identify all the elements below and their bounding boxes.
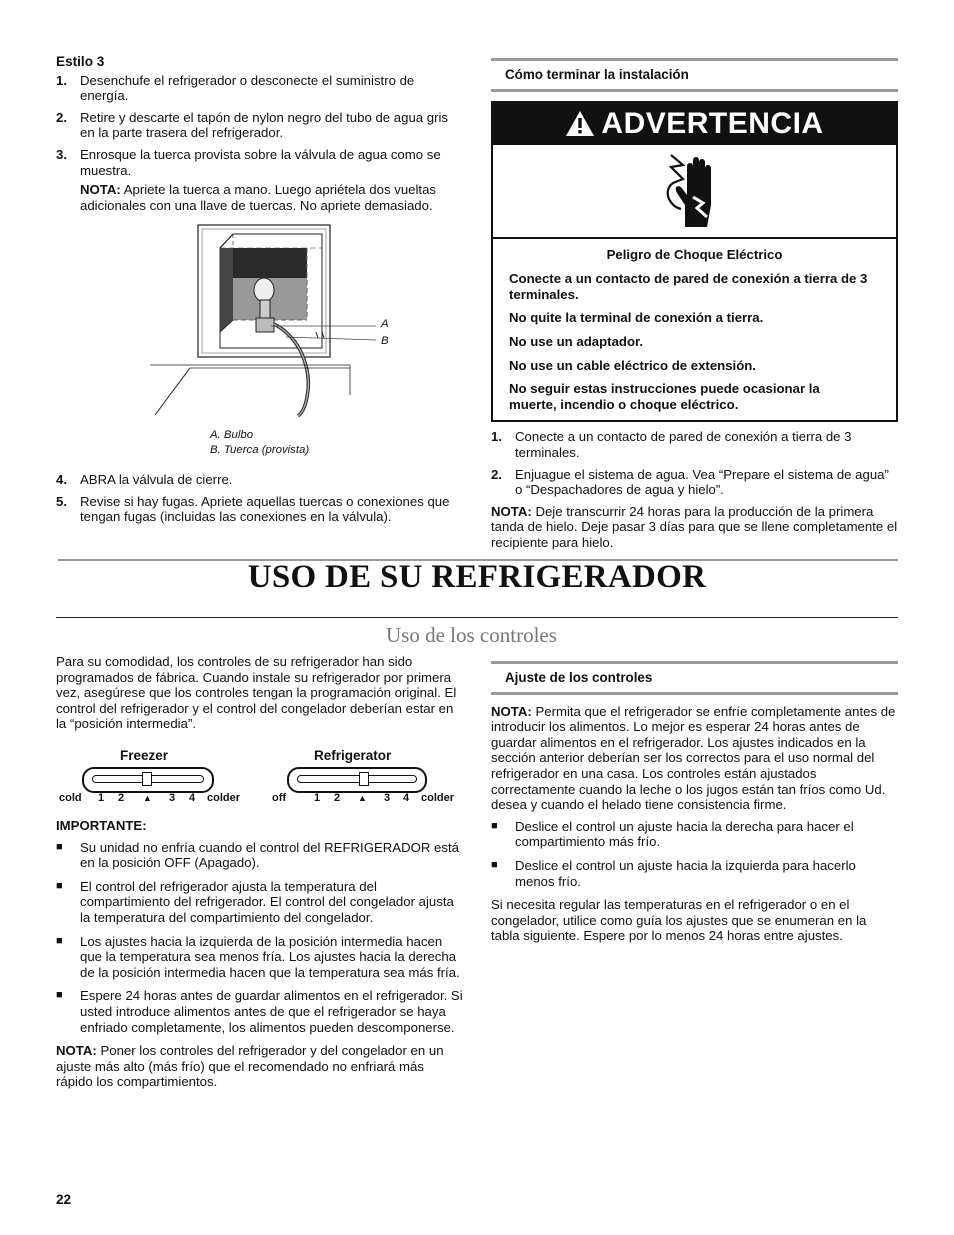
warning-line: Conecte a un contacto de pared de conexión a tierra de 3 terminales. xyxy=(509,271,868,302)
important-bullet: ■ Espere 24 horas antes de guardar alimentos en el refrigerador. Si usted introduce alimentos antes de que el refrigerador se haya enfriado completamente, los alimentos pueden descomponerse. xyxy=(56,988,463,1035)
step-2: 2. Retire y descarte el tapón de nylon negro del tubo de agua gris en la parte trasera del refrigerador. xyxy=(56,109,449,141)
caption-a: A. Bulbo xyxy=(210,429,254,441)
important-heading: IMPORTANTE: xyxy=(56,818,147,833)
freezer-label: Freezer xyxy=(120,748,169,763)
page-number: 22 xyxy=(56,1192,72,1207)
warning-line: No quite la terminal de conexión a tierra. xyxy=(509,310,764,326)
important-section xyxy=(56,818,464,1090)
title-rule-bottom xyxy=(56,617,898,618)
subsection-title: Uso de los controles xyxy=(386,623,557,647)
freezer-slider-thumb[interactable] xyxy=(142,772,152,786)
warning-title: Peligro de Choque Eléctrico xyxy=(606,246,783,262)
right-top-column xyxy=(491,58,898,551)
step-4: 4. ABRA la válvula de cierre. xyxy=(56,472,233,487)
closing-paragraph: Si necesita regular las temperaturas en el refrigerador o en el congelador, utilice como guía los ajustes que se enumeran en la tabla siguiente. Espere por lo menos 24 horas entre ajustes. xyxy=(491,897,867,944)
left-steps-continued xyxy=(56,472,464,525)
section-title-terminar: Cómo terminar la instalación xyxy=(491,58,898,92)
note-cooling: NOTA: Permita que el refrigerador se enfríe completamente antes de introducir los alimentos. Lo mejor es esperar 24 horas antes de guardar alimentos en el refrigerador. Los ajustes indicados en la sección anterior deberían ser los correctos para el uso normal del refrigerador en una casa. Los controles están ajustados correctamente cuando la leche o los jugos están tan fríos como Ud. desea y cuando el helado tiene consistencia firme. xyxy=(491,703,896,813)
important-bullet: ■ Su unidad no enfría cuando el control del REFRIGERADOR está en la posición OFF (Apagado). xyxy=(56,839,459,871)
figure-label-a: A xyxy=(381,318,389,330)
electric-shock-hand-icon xyxy=(493,145,896,239)
right-steps xyxy=(491,429,898,550)
warning-line: No use un cable eléctrico de extensión. xyxy=(509,357,756,373)
refrigerator-slider-thumb[interactable] xyxy=(359,772,369,786)
step-2-flush: 2. Enjuague el sistema de agua. Vea “Prepare el sistema de agua” o “Despachadores de agua y hielo”. xyxy=(491,466,889,498)
step-1-connect: 1. Conecte a un contacto de pared de conexión a tierra de 3 terminales. xyxy=(491,429,852,460)
right-bottom-column xyxy=(491,661,898,944)
caption-b: B. Tuerca (provista) xyxy=(210,444,310,456)
refrigerator-scale: off 1 2 ▲ 3 4 colder xyxy=(272,792,455,804)
freezer-slider[interactable] xyxy=(82,767,214,793)
intro-paragraph: Para su comodidad, los controles de su refrigerador han sido programados de fábrica. Cuando instale su refrigerador por primera vez, asegúrese que los controles tengan la programación original. El control del refrigerador y el control del congelador deberían estar en la “posición intermedia”. xyxy=(56,654,457,732)
warning-box xyxy=(491,101,898,423)
step-5: 5. Revise si hay fugas. Apriete aquellas tuercas o conexiones que tengan fugas (incluidas las conexiones en la válvula). xyxy=(56,493,450,525)
warning-line: No use un adaptador. xyxy=(509,333,644,349)
warning-body xyxy=(493,239,896,421)
adjust-bullet: ■ Deslice el control un ajuste hacia la derecha para hacer el compartimiento más frío. xyxy=(491,818,854,850)
important-bullet: ■ El control del refrigerador ajusta la temperatura del compartimiento del refrigerador. El control del congelador ajusta la temperatura del compartimiento del congelador. xyxy=(56,878,454,925)
warning-line: No seguir estas instrucciones puede ocasionar la muerte, incendio o choque eléctrico. xyxy=(509,381,820,412)
warning-header: ADVERTENCIA xyxy=(493,103,896,145)
section-title-ajuste: Ajuste de los controles xyxy=(491,661,898,695)
warning-triangle-icon xyxy=(565,107,595,149)
step-1: 1. Desenchufe el refrigerador o desconecte el suministro de energía. xyxy=(56,72,415,104)
valve-illustration xyxy=(150,220,400,420)
note-paragraph: NOTA: Apriete la tuerca a mano. Luego apriétela dos vueltas adicionales con una llave de tuercas. No apriete demasiado. xyxy=(80,182,437,213)
page-title: USO DE SU REFRIGERADOR xyxy=(247,559,707,595)
figure-label-b: B xyxy=(381,335,389,347)
left-bottom-column xyxy=(56,654,464,732)
adjust-bullet: ■ Deslice el control un ajuste hacia la izquierda para hacerlo menos frío. xyxy=(491,857,856,889)
step-3: 3. Enrosque la tuerca provista sobre la válvula de agua como se muestra. xyxy=(56,146,441,178)
note-ice: NOTA: Deje transcurrir 24 horas para la producción de la primera tanda de hielo. Deje pasar 3 días para que se llene completamente el recipiente para hielo. xyxy=(491,503,898,550)
left-top-column xyxy=(56,54,464,213)
section-heading-estilo: Estilo 3 xyxy=(56,54,105,69)
refrigerator-slider[interactable] xyxy=(287,767,427,793)
refrigerator-label: Refrigerator xyxy=(314,748,392,763)
note-colder: NOTA: Poner los controles del refrigerador y del congelador en un ajuste más alto (más frío) que el recomendado no enfriará más rápido los compartimientos. xyxy=(56,1043,444,1090)
important-bullet: ■ Los ajustes hacia la izquierda de la posición intermedia hacen que la temperatura sea menos fría. Los ajustes hacia la derecha de la posición intermedia hacen que la temperatura sea más fría. xyxy=(56,933,460,980)
freezer-scale: cold 1 2 ▲ 3 4 colder xyxy=(59,792,241,804)
